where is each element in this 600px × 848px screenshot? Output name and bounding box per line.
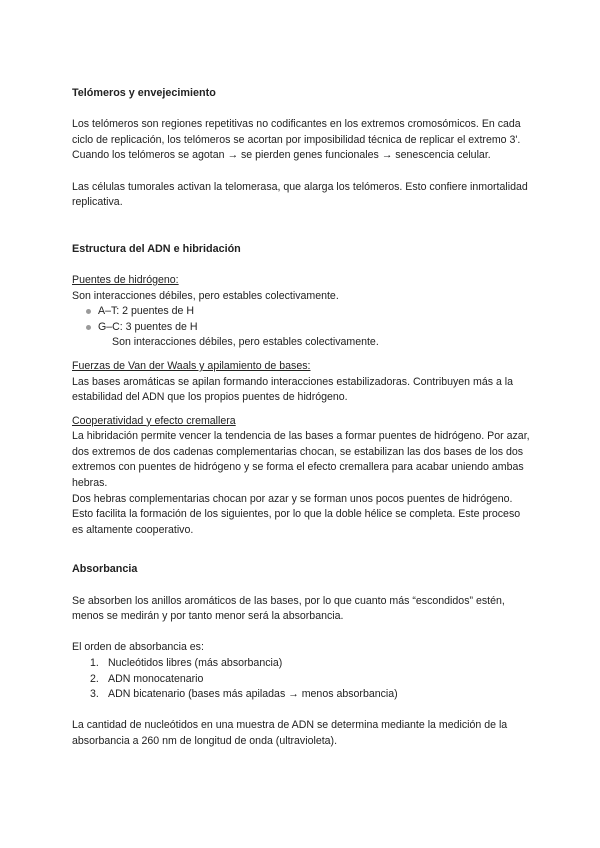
list-item-text: A–T: 2 puentes de H [98,305,194,318]
list-item-number: 3. [90,688,99,701]
puentes-note: Son interacciones débiles, pero estables colectivamente. [112,336,379,349]
fuerzas-text: Las bases aromáticas se apilan formando interacciones estabilizadoras. Contribuyen más a la estabilidad del ADN que los propios puentes de hidrógeno. [72,375,514,404]
puentes-list [72,304,532,335]
document-page [72,86,532,750]
subheading-puentes: Puentes de hidrógeno: [72,273,179,286]
subheading-fuerzas: Fuerzas de Van der Waals y apilamiento de bases: [72,359,311,372]
puentes-intro: Son interacciones débiles, pero estables colectivamente. [72,289,339,302]
list-item [86,304,532,320]
list-item-number: 2. [90,672,99,685]
absorbancia-paragraph-2: La cantidad de nucleótidos en una muestra de ADN se determina mediante la medición de la absorbancia a 260 nm de longitud de onda (ultravioleta). [72,719,508,747]
list-item-text: ADN monocatenario [108,672,204,685]
subheading-cooperatividad: Cooperatividad y efecto cremallera [72,414,236,427]
list-item-text: Nucleótidos libres (más absorbancia) [108,657,283,669]
cooperatividad-text-2: Dos hebras complementarias chocan por azar y se forman unos pocos puentes de hidrógeno. Esto facilita la formación de los siguientes, por lo que la doble hélice se completa. Este proceso es altamente cooperativo. [72,492,521,536]
list-item-number: 1. [90,657,99,669]
telomeros-paragraph-2: Las células tumorales activan la telomerasa, que alarga los telómeros. Esto confiere inmortalidad replicativa. [72,180,528,209]
cooperatividad-text-1: La hibridación permite vencer la tendencia de las bases a formar puentes de hidrógeno. Por azar, dos extremos de dos cadenas complementarias chocan, se estabilizan las dos bases de los dos extremos con puentes de hidrógeno y se forma el efecto cremallera para acabar uniendo ambas hebras. [72,430,530,490]
list-item-text: ADN bicatenario (bases más apiladas → menos absorbancia) [108,688,398,701]
bullet-icon [86,325,91,330]
bullet-icon [86,309,91,314]
section-heading-estructura: Estructura del ADN e hibridación [72,242,241,255]
absorbancia-order-intro: El orden de absorbancia es: [72,641,204,654]
absorbancia-paragraph-1: Se absorben los anillos aromáticos de las bases, por lo que cuanto más “escondidos” estén, menos se medirán y por tanto menor será la absorbancia. [72,594,505,623]
list-item [90,687,532,703]
section-heading-absorbancia: Absorbancia [72,563,138,576]
telomeros-paragraph-1: Los telómeros son regiones repetitivas no codificantes en los extremos cromosómicos. En cada ciclo de replicación, los telómeros se acortan por imposibilidad técnica de replicar el extremo 3'. Cuando los telómeros se agotan → se pierden genes funcionales → senescencia celular. [72,118,521,162]
absorbancia-order-list [72,656,532,703]
section-heading-telomeros: Telómeros y envejecimiento [72,87,216,99]
list-item [90,672,532,688]
list-item [90,656,532,672]
list-item-text: G–C: 3 puentes de H [98,320,198,333]
list-item [86,320,532,336]
